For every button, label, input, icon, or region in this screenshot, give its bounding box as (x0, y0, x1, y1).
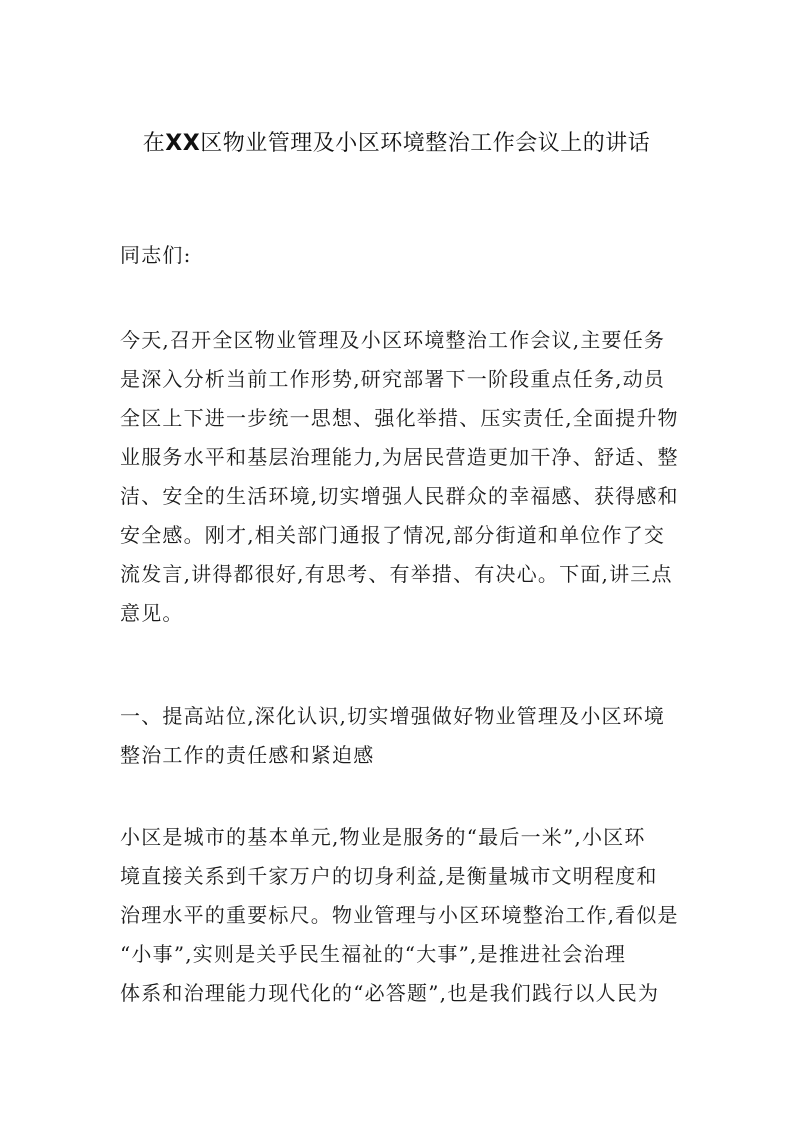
paragraph-line: 治理水平的重要标尺。物业管理与小区环境整治工作,看似是 (120, 903, 679, 927)
paragraph-line: “小事”,实则是关乎民生福祉的“大事”,是推进社会治理 (120, 942, 627, 966)
paragraph-line: 小区是城市的基本单元,物业是服务的“最后一米”,小区环 (120, 825, 646, 849)
section-heading-1 (120, 697, 676, 775)
paragraph-line: 境直接关系到千家万户的切身利益,是衡量城市文明程度和 (120, 864, 658, 888)
paragraph-line: 今天,召开全区物业管理及小区环境整治工作会议,主要任务 (120, 328, 666, 352)
title-prefix: 在 (142, 131, 166, 156)
paragraph-line: 体系和治理能力现代化的“必答题”,也是我们践行以人民为 (120, 981, 660, 1005)
paragraph-line: 意见。 (120, 601, 184, 625)
paragraph-line: 安全感。刚才,相关部门通报了情况,部分街道和单位作了交 (120, 523, 666, 547)
title-xx: XX (165, 131, 201, 156)
paragraph-line: 全区上下进一步统一思想、强化举措、压实责任,全面提升物 (120, 406, 679, 430)
paragraph-opening (120, 321, 679, 633)
paragraph-line: 洁、安全的生活环境,切实增强人民群众的幸福感、获得感和 (120, 484, 679, 508)
salutation-text: 同志们: (120, 243, 192, 267)
title-suffix: 区物业管理及小区环境整治工作会议上的讲话 (200, 131, 651, 156)
paragraph-section-1 (120, 818, 679, 1013)
section-heading-line: 整治工作的责任感和紧迫感 (120, 743, 375, 767)
paragraph-line: 流发言,讲得都很好,有思考、有举措、有决心。下面,讲三点 (120, 562, 673, 586)
paragraph-line: 业服务水平和基层治理能力,为居民营造更加干净、舒适、整 (120, 445, 679, 469)
section-heading-line: 一、提高站位,深化认识,切实增强做好物业管理及小区环境 (120, 704, 666, 728)
document-title (0, 127, 793, 161)
paragraph-line: 是深入分析当前工作形势,研究部署下一阶段重点任务,动员 (120, 367, 666, 391)
salutation (120, 236, 676, 275)
